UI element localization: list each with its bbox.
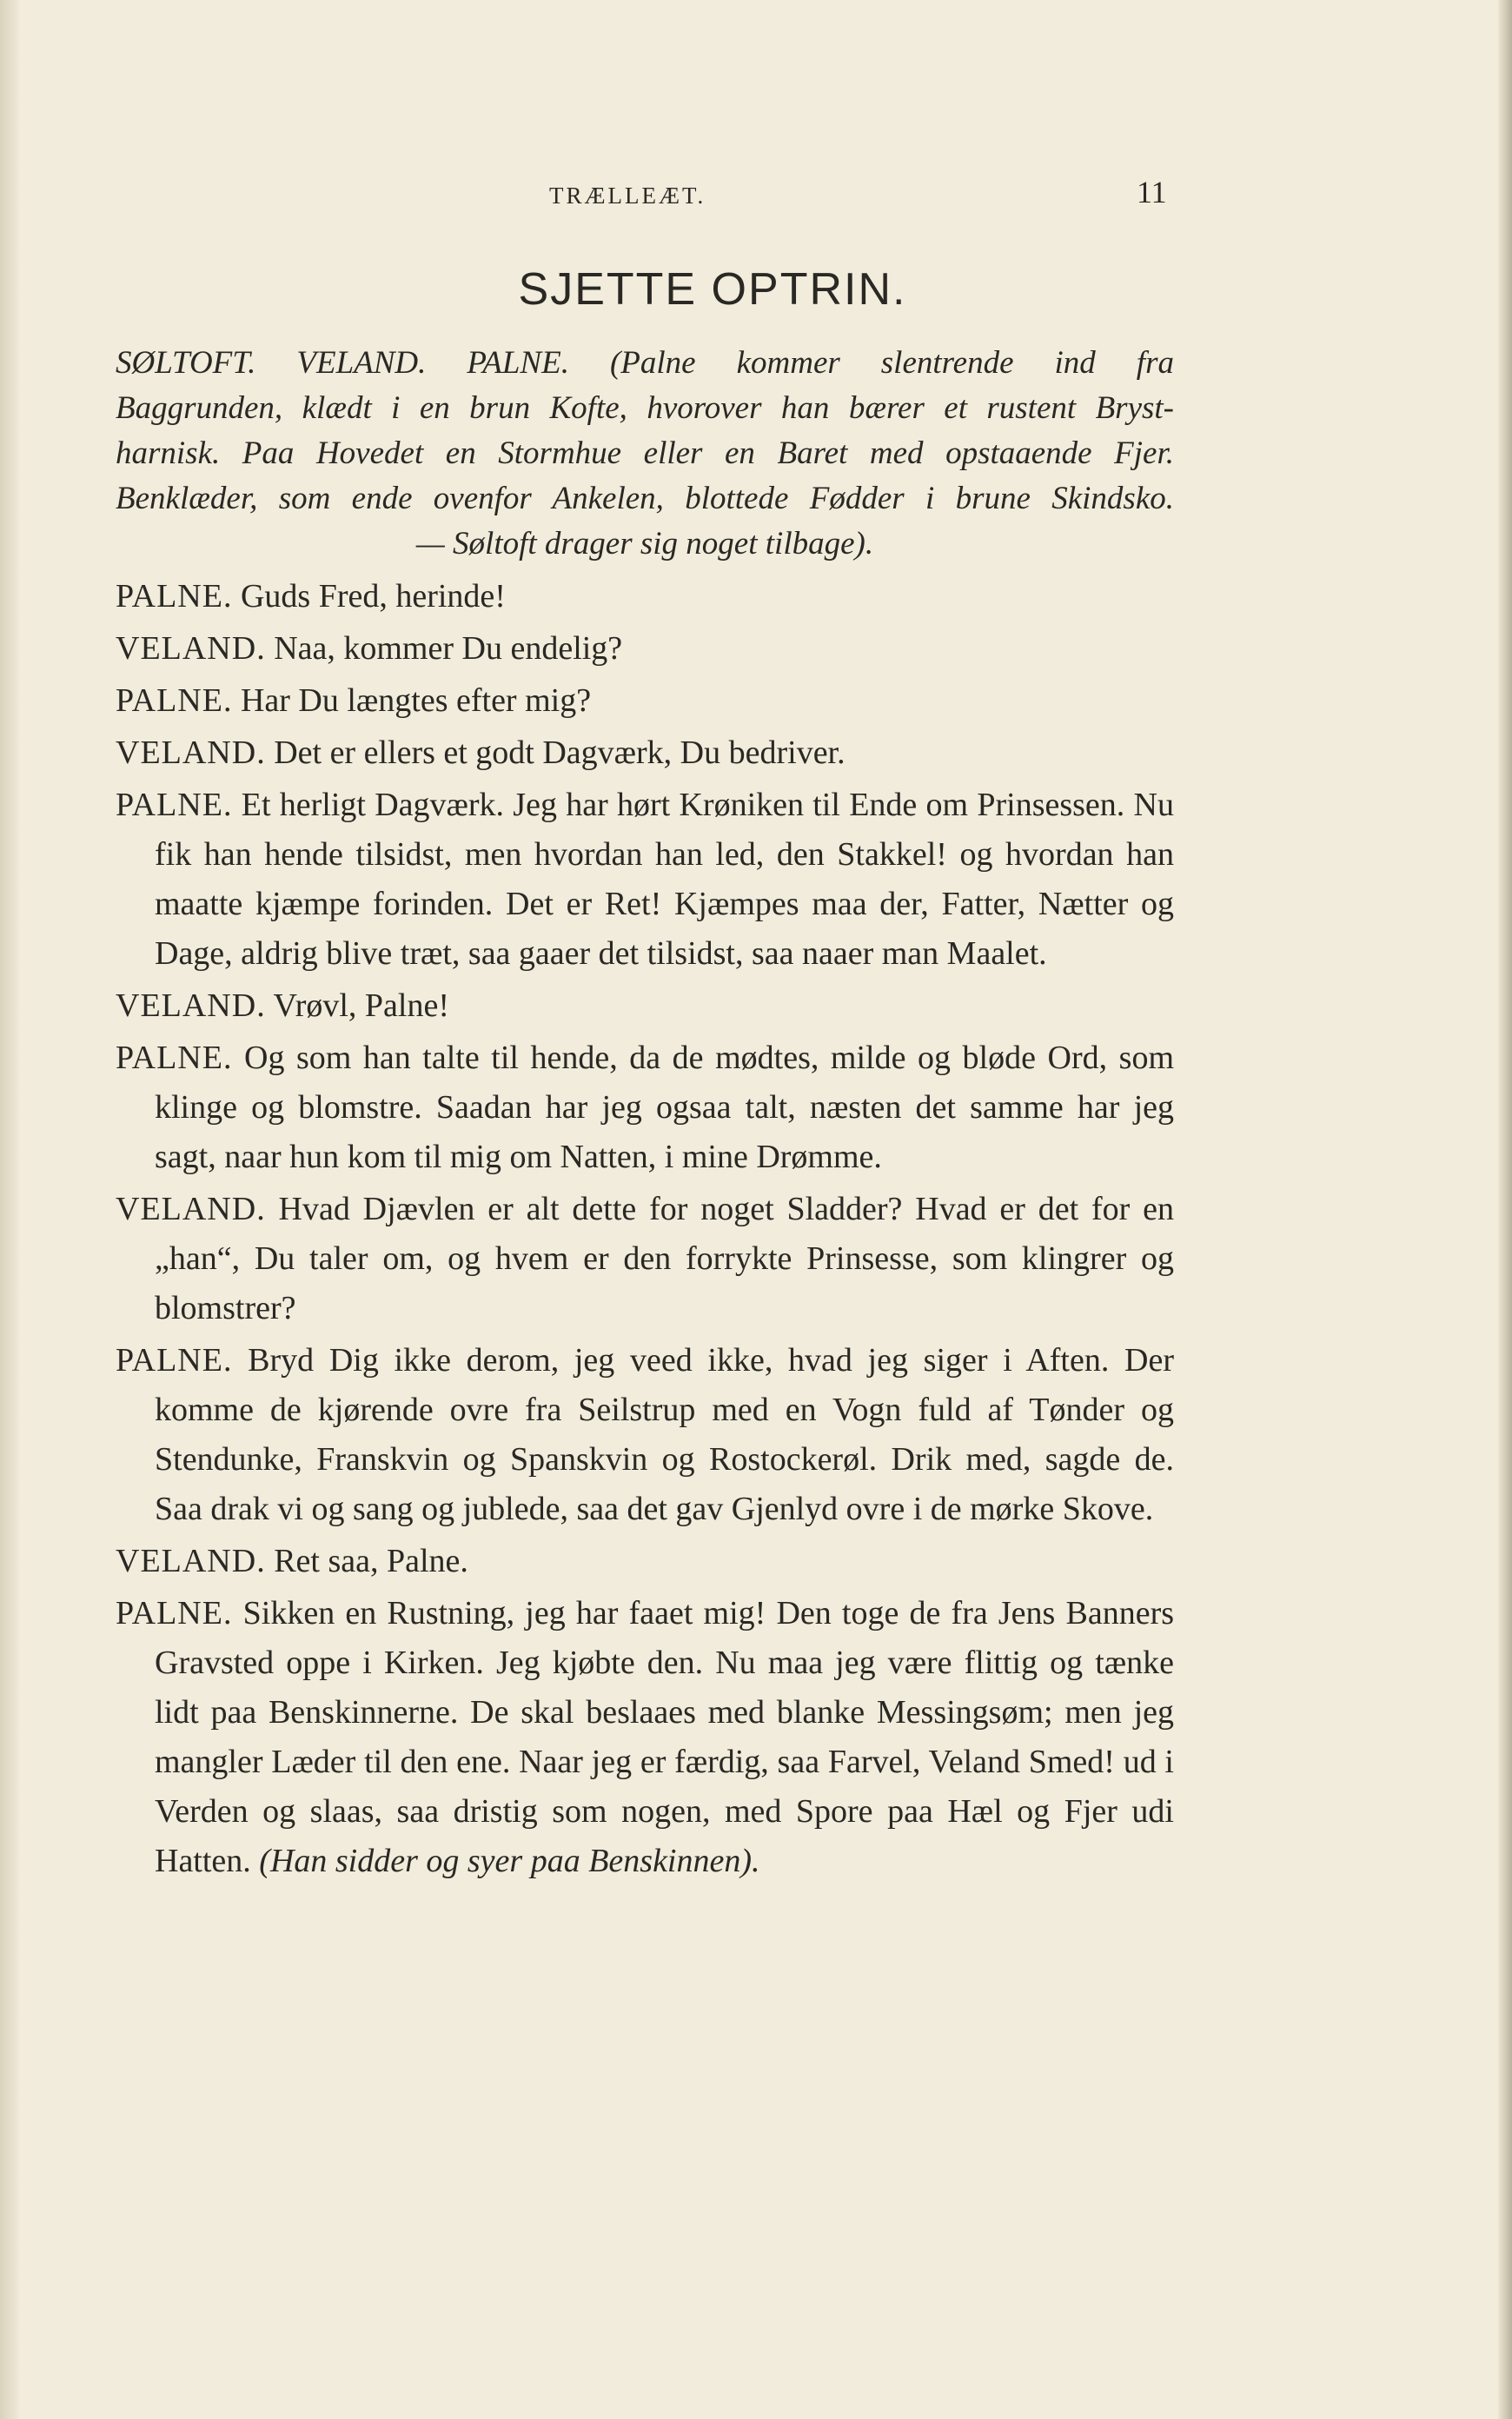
- stage-direction: [116, 341, 1174, 567]
- speaker-name: PALNE.: [116, 1342, 233, 1379]
- speech: [116, 1589, 1174, 1886]
- speech-text: Og som han talte til hende, da de mødtes, milde og bløde Ord, som klinge og blomstre. Saadan har jeg ogsaa talt, næsten det samme har jeg sagt, naar hun kom til mig om Natten, i mine Drømme.: [155, 1040, 1174, 1175]
- scene-title-text: SJETTE OPTRIN.: [518, 264, 907, 315]
- speech-text: Har Du længtes efter mig?: [240, 682, 592, 719]
- speech: [116, 1033, 1174, 1182]
- speaker-name: PALNE.: [116, 787, 233, 823]
- speech-text: Et herligt Dagværk. Jeg har hørt Krøniken til Ende om Prinsessen. Nu fik han hende tilsidst, men hvordan han led, den Stakkel! og hvordan han maatte kjæmpe forinden. Det er Ret! Kjæmpes maa der, Fatter, Nætter og Dage, aldrig blive træt, saa gaaer det tilsidst, saa naaer man Maalet.: [155, 787, 1174, 972]
- running-head: TRÆLLEÆT.: [549, 183, 706, 209]
- speaker-name: VELAND.: [116, 734, 266, 771]
- speaker-name: PALNE.: [116, 1595, 233, 1631]
- speech: [116, 572, 1174, 621]
- speech-text: Bryd Dig ikke derom, jeg veed ikke, hvad jeg siger i Aften. Der komme de kjørende ovre fra Seilstrup med en Vogn fuld af Tønder og Stendunke, Franskvin og Spanskvin og Rostockerøl. Drik med, sagde de. Saa drak vi og sang og jublede, saa det gav Gjenlyd ovre i de mørke Skove.: [155, 1342, 1175, 1527]
- page-edge-left: [0, 0, 19, 2419]
- speech-text: Ret saa, Palne.: [274, 1543, 468, 1579]
- dialogue: [116, 572, 1174, 1889]
- speech: [116, 624, 1174, 674]
- speaker-name: VELAND.: [116, 987, 266, 1024]
- speaker-name: PALNE.: [116, 682, 233, 719]
- speech: [116, 1336, 1174, 1534]
- stage-direction-line: — Søltoft drager sig noget tilbage).: [415, 526, 874, 562]
- speech: [116, 1185, 1174, 1333]
- speech-text: Hvad Djævlen er alt dette for noget Sladder? Hvad er det for en „han“, Du taler om, og hvem er den forrykte Prinsesse, som klingrer og blomstrer?: [155, 1191, 1174, 1326]
- speech-text: Sikken en Rustning, jeg har faaet mig! Den toge de fra Jens Banners Gravsted oppe i Kirken. Jeg kjøbte den. Nu maa jeg være flittig og tænke lidt paa Benskinnerne. De skal beslaaes med blanke Messingsøm; men jeg mangler Læder til den ene. Naar jeg er færdig, saa Farvel, Veland Smed! ud i Verden og slaas, saa dristig som nogen, med Spore paa Hæl og Fjer udi Hatten.: [155, 1595, 1175, 1879]
- speech-text: Vrøvl, Palne!: [273, 987, 449, 1024]
- speech-text: Det er ellers et godt Dagværk, Du bedriver.: [274, 734, 846, 771]
- speech: [116, 728, 1174, 778]
- speech: [116, 981, 1174, 1031]
- stage-direction-line: Benklæder, som ende ovenfor Ankelen, blottede Fødder i brune Skindsko.: [116, 481, 1174, 516]
- stage-direction-line: SØLTOFT. VELAND. PALNE. (Palne kommer slentrende ind fra: [116, 345, 1174, 381]
- speaker-name: VELAND.: [116, 1543, 266, 1579]
- speech: [116, 676, 1174, 726]
- inline-stage-direction: (Han sidder og syer paa Benskinnen).: [259, 1843, 760, 1879]
- speaker-name: PALNE.: [116, 578, 233, 615]
- scene-title: [0, 263, 1512, 316]
- speaker-name: PALNE.: [116, 1040, 233, 1076]
- speech-text: Guds Fred, herinde!: [240, 578, 506, 615]
- speech-text: Naa, kommer Du endelig?: [274, 630, 623, 667]
- stage-direction-line: Baggrunden, klædt i en brun Kofte, hvorover han bærer et rustent Bryst-: [116, 390, 1174, 426]
- page-number: 11: [1137, 175, 1167, 209]
- speaker-name: VELAND.: [116, 630, 266, 667]
- page-edge-right: [1498, 0, 1512, 2419]
- stage-direction-line: harnisk. Paa Hovedet en Stormhue eller en Baret med opstaaende Fjer.: [116, 435, 1174, 471]
- speech: [116, 1537, 1174, 1586]
- speech: [116, 781, 1174, 979]
- speaker-name: VELAND.: [116, 1191, 266, 1227]
